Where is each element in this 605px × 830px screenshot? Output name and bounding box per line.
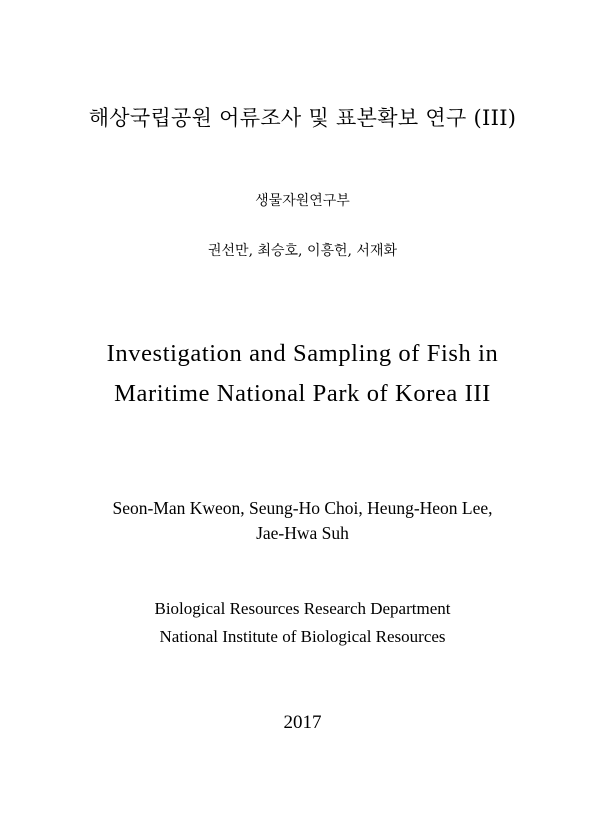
english-department: Biological Resources Research Department — [154, 599, 451, 618]
publication-year: 2017 — [283, 712, 322, 733]
english-authors-line-2: Jae-Hwa Suh — [256, 523, 349, 543]
english-authors-line-1: Seon-Man Kweon, Seung-Ho Choi, Heung-Heon Lee, — [112, 498, 493, 518]
korean-department: 생물자원연구부 — [255, 193, 350, 209]
korean-authors: 권선만, 최승호, 이흥헌, 서재화 — [208, 243, 397, 259]
english-title-line-1: Investigation and Sampling of Fish in — [106, 340, 499, 367]
english-title-line-2: Maritime National Park of Korea III — [114, 380, 491, 407]
korean-title: 해상국립공원 어류조사 및 표본확보 연구 (III) — [88, 106, 517, 130]
english-institute: National Institute of Biological Resources — [159, 627, 446, 646]
